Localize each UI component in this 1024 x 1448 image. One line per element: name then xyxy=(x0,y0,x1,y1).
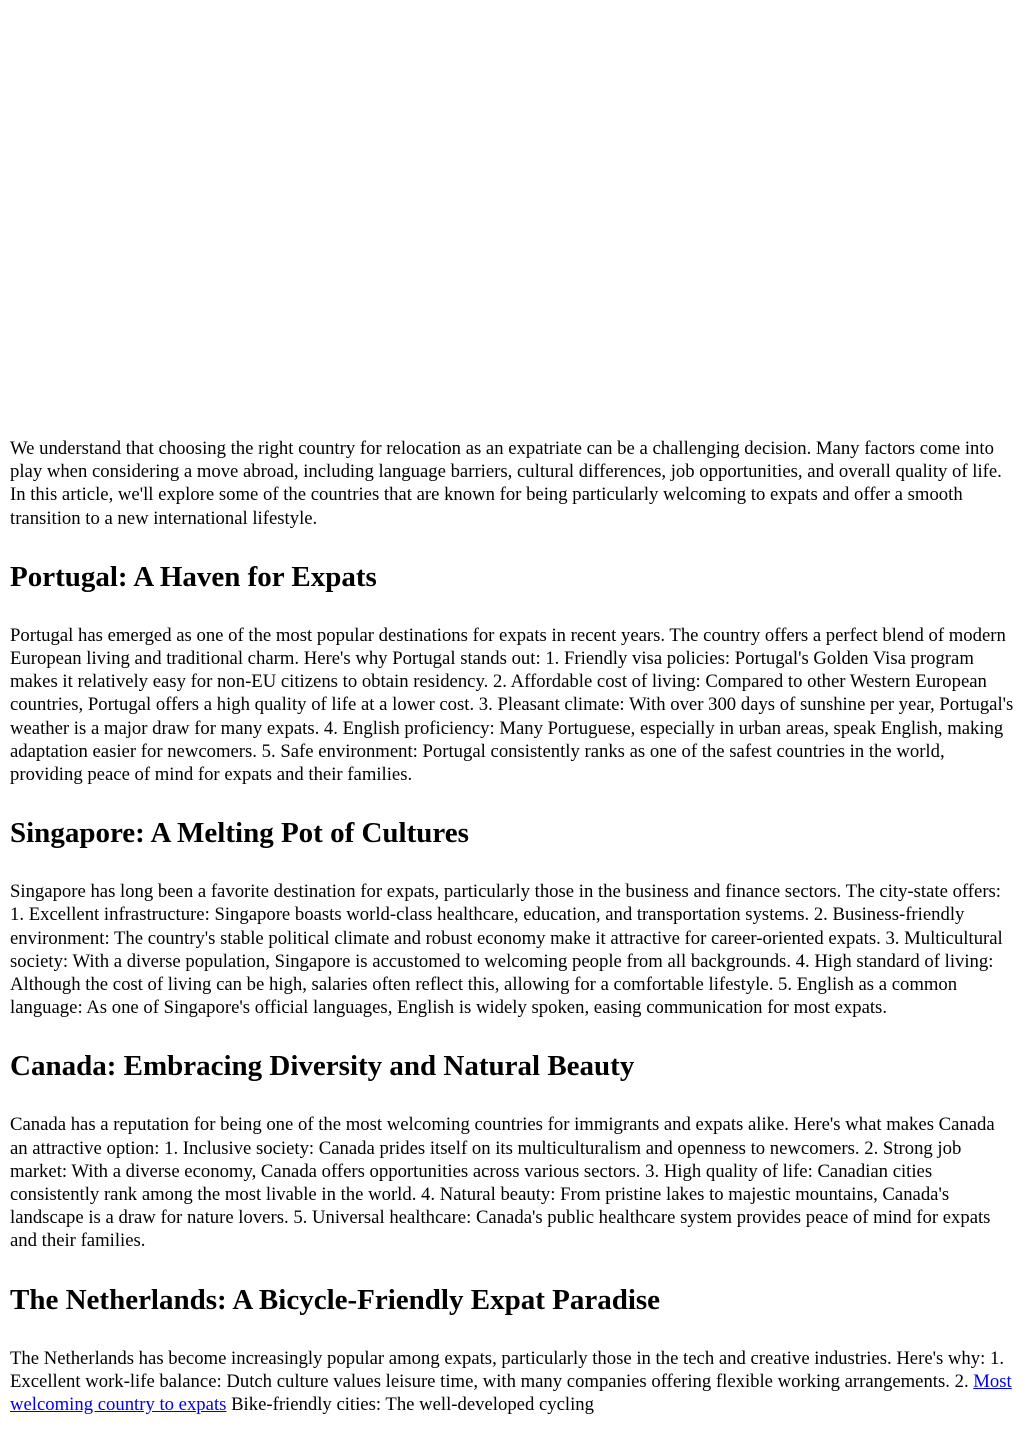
section-heading: Portugal: A Haven for Expats xyxy=(10,560,377,593)
body-text-after-link: Bike-friendly cities: The well-developed cycling xyxy=(226,1394,594,1416)
section-singapore xyxy=(10,816,1014,1019)
section-heading: The Netherlands: A Bicycle-Friendly Expat Paradise xyxy=(10,1283,661,1316)
section-canada xyxy=(10,1049,1014,1252)
section-body: Portugal has emerged as one of the most popular destinations for expats in recent years. The country offers a perfect blend of modern European living and traditional charm. Here's why Portugal stands out: 1. Friendly visa policies: Portugal's Golden Visa program makes it relatively easy for non-EU citizens to obtain residency. 2. Affordable cost of living: Compared to other Western European countries, Portugal offers a high quality of life at a lower cost. 3. Pleasant climate: With over 300 days of sunshine per year, Portugal's weather is a major draw for many expats. 4. English proficiency: Many Portuguese, especially in urban areas, speak English, making adaptation easier for newcomers. 5. Safe environment: Portugal consistently ranks as one of the safest countries in the world, providing peace of mind for expats and their families. xyxy=(10,624,1014,786)
section-heading: Singapore: A Melting Pot of Cultures xyxy=(10,817,469,850)
body-text-before-link: The Netherlands has become increasingly popular among expats, particularly those in the tech and creative industries. Here's why: 1. Excellent work-life balance: Dutch culture values leisure time, with many companies offering flexible working arrangements. 2. xyxy=(10,1347,1004,1392)
section-body: Canada has a reputation for being one of the most welcoming countries for immigrants and expats alike. Here's what makes Canada an attractive option: 1. Inclusive society: Canada prides itself on its multiculturalism and openness to newcomers. 2. Strong job market: With a diverse economy, Canada offers opportunities across various sectors. 3. High quality of life: Canadian cities consistently rank among the most livable in the world. 4. Natural beauty: From pristine lakes to majestic mountains, Canada's landscape is a draw for nature lovers. 5. Universal healthcare: Canada's public healthcare system provides peace of mind for expats and their families. xyxy=(10,1114,995,1252)
welcoming-country-link[interactable]: Most welcoming country to expats xyxy=(10,1370,1012,1416)
section-body xyxy=(10,1347,1014,1417)
blank-image-area xyxy=(10,0,1014,437)
section-netherlands xyxy=(10,1283,1014,1417)
section-body: Singapore has long been a favorite destination for expats, particularly those in the business and finance sectors. The city-state offers: 1. Excellent infrastructure: Singapore boasts world-class healthcare, education, and transportation systems. 2. Business-friendly environment: The country's stable political climate and robust economy make it attractive for career-oriented expats. 3. Multicultural society: With a diverse population, Singapore is accustomed to welcoming people from all backgrounds. 4. High standard of living: Although the cost of living can be high, salaries often reflect this, allowing for a comfortable lifestyle. 5. English as a common language: As one of Singapore's official languages, English is widely spoken, easing communication for most expats. xyxy=(10,881,1003,1019)
section-portugal xyxy=(10,560,1014,786)
section-heading: Canada: Embracing Diversity and Natural Beauty xyxy=(10,1050,635,1083)
intro-paragraph: We understand that choosing the right country for relocation as an expatriate can be a challenging decision. Many factors come into play when considering a move abroad, including language barriers, cultural differences, job opportunities, and overall quality of life. In this article, we'll explore some of the countries that are known for being particularly welcoming to expats and offer a smooth transition to a new international lifestyle. xyxy=(10,438,1002,529)
